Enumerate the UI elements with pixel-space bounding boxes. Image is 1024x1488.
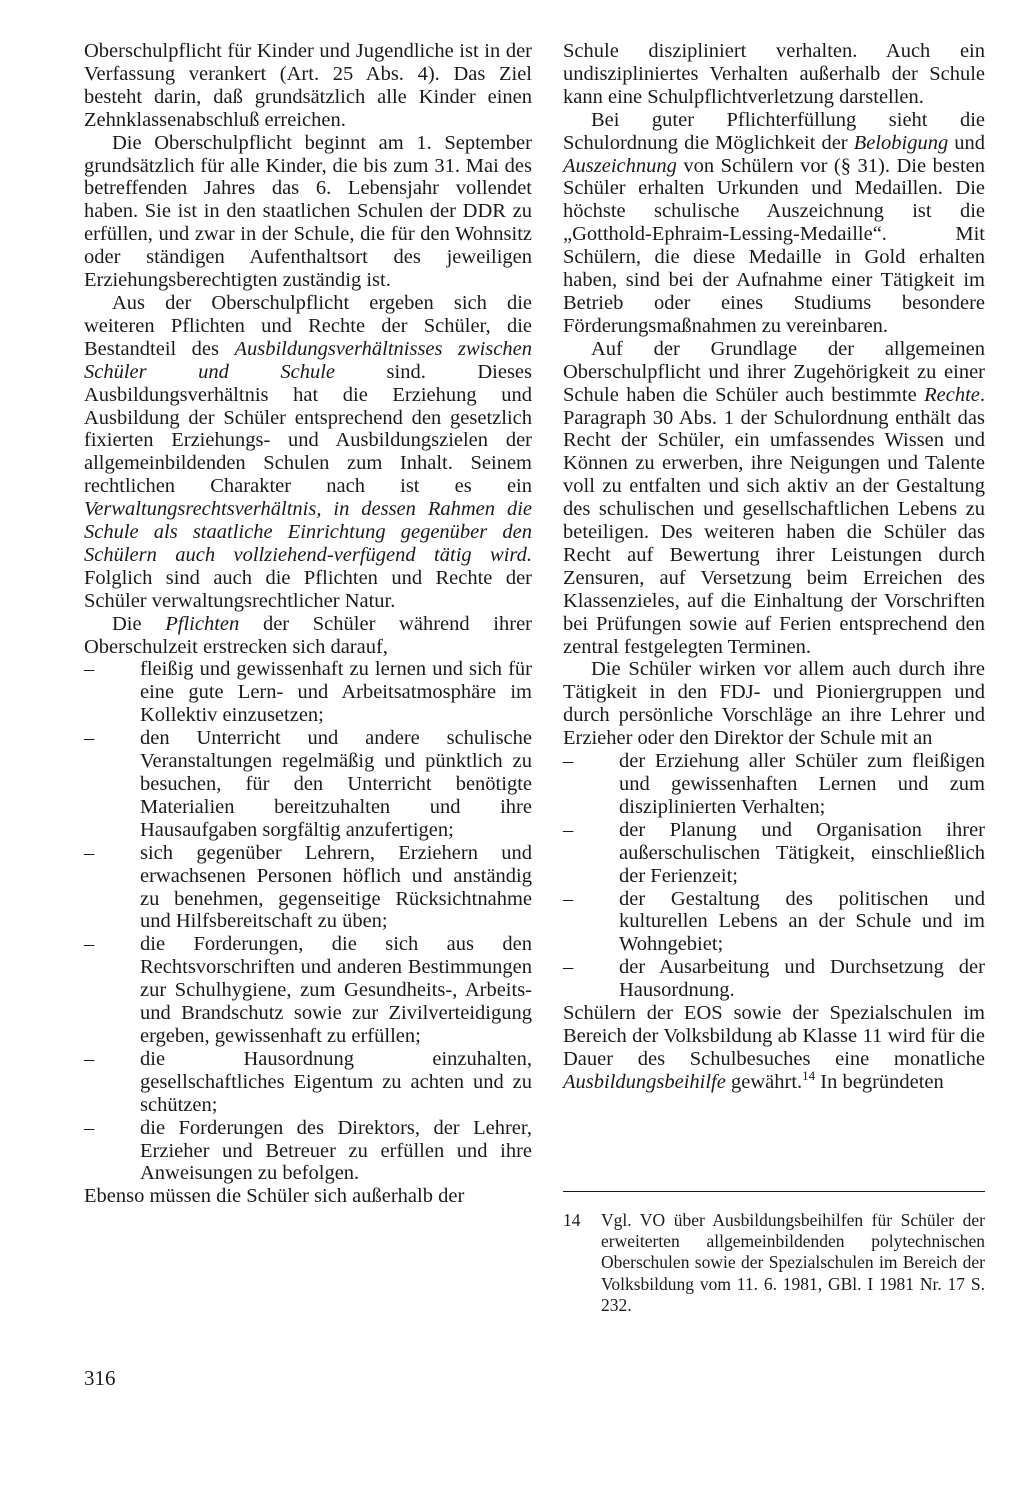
paragraph <box>563 338 985 659</box>
footnote-text: Vgl. VO über Ausbildungsbeihilfen für Schüler der erweiterten allgemeinbildenden polytechnischen Oberschulen sowie der Spezialschulen im Bereich der Volksbildung vom 11. 6. 1981, GBl. I 1981 Nr. 17 S. 232. <box>601 1210 985 1315</box>
footnote-reference: 14 <box>802 1067 816 1083</box>
text-run: Auf der Grundlage der allgemeinen Oberschulpflicht und ihrer Zugehörigkeit zu einer Schule haben die Schüler auch bestimmte <box>563 337 985 406</box>
list-item: – der Erziehung aller Schüler zum fleißigen und gewissenhaften Lernen und zum disziplinierten Verhalten; <box>563 750 985 819</box>
list-item: – der Planung und Organisation ihrer außerschulischen Tätigkeit, einschließlich der Ferienzeit; <box>563 819 985 888</box>
text-run: von Schülern vor (§ 31). Die besten Schüler erhalten Urkunden und Medaillen. Die höchste schulische Auszeichnung ist die „Gotthold-Ephraim-Lessing-Medaille“. Mit Schülern, die diese Medaille in Gold erhalten haben, sind bei der Aufnahme einer Tätigkeit im Betrieb oder eines Studiums besondere Förderungsmaßnahmen zu vereinbaren. <box>563 154 985 337</box>
paragraph: Oberschulpflicht für Kinder und Jugendliche ist in der Verfassung verankert (Art. 25 Abs. 4). Das Ziel besteht darin, daß grundsätzlich alle Kinder einen Zehnklassenabschluß erreichen. <box>84 40 532 131</box>
emphasis: Auszeichnung <box>563 154 677 177</box>
text-run: der Schüler während ihrer Oberschulzeit erstrecken sich darauf, <box>84 612 532 658</box>
text-run: Die <box>112 612 166 635</box>
footnote <box>563 1210 985 1316</box>
footnote-divider <box>563 1191 985 1192</box>
right-column <box>563 40 985 1094</box>
list-item: – der Ausarbeitung und Durchsetzung der Hausordnung. <box>563 956 985 1002</box>
paragraph <box>563 109 985 338</box>
emphasis: Rechte <box>924 383 980 406</box>
paragraph <box>563 1002 985 1094</box>
text-run: und <box>948 131 986 154</box>
list-item: – sich gegenüber Lehrern, Erziehern und erwachsenen Personen höflich und anständig zu benehmen, gegenseitige Rücksichtnahme und Hilfsbereitschaft zu üben; <box>84 842 532 934</box>
left-column <box>84 40 532 1208</box>
list-item: – die Hausordnung einzuhalten, gesellschaftliches Eigentum zu achten und zu schützen; <box>84 1048 532 1117</box>
list-item: – den Unterricht und andere schulische Veranstaltungen regelmäßig und pünktlich zu besuchen, für den Unterricht benötigte Materialien bereitzuhalten und ihre Hausaufgaben sorgfältig anzufertigen; <box>84 727 532 842</box>
emphasis: Verwaltungsrechtsverhältnis, in dessen Rahmen die Schule als staatliche Einrichtung gegenüber den Schülern auch vollziehend-verfügend tätig wird. <box>84 498 532 566</box>
emphasis: Belobigung <box>853 131 949 154</box>
list-item: – fleißig und gewissenhaft zu lernen und sich für eine gute Lern- und Arbeitsatmosphäre im Kollektiv einzusetzen; <box>84 658 532 727</box>
paragraph: Die Schüler wirken vor allem auch durch ihre Tätigkeit in den FDJ- und Pioniergruppen und durch persönliche Vorschläge an ihre Lehrer und Erzieher oder den Direktor der Schule mit an <box>563 658 985 750</box>
duties-list <box>84 658 532 1185</box>
paragraph: Ebenso müssen die Schüler sich außerhalb der <box>84 1185 465 1208</box>
list-item: – die Forderungen des Direktors, der Lehrer, Erzieher und Betreuer zu erfüllen und ihre Anweisungen zu befolgen. <box>84 1117 532 1186</box>
emphasis: Ausbildungsbeihilfe <box>563 1070 726 1093</box>
participation-list <box>563 750 985 1002</box>
text-run: . Paragraph 30 Abs. 1 der Schulordnung enthält das Recht der Schüler, ein umfassendes Wissen und Können zu erwerben, ihre Neigungen und Talente voll zu entfalten und sich aktiv an der Gestaltung des schulischen und gesellschaftlichen Lebens zu beteiligen. Des weiteren haben die Schüler das Recht auf Bewertung ihrer Leistungen durch Zensuren, auf Versetzung beim Erreichen des Klassenzieles, auf die Einhaltung der Vorschriften bei Prüfungen sowie auf Ferien entsprechend den zentral festgelegten Terminen. <box>563 383 985 658</box>
paragraph: Die Oberschulpflicht beginnt am 1. September grundsätzlich für alle Kinder, die bis zum 31. Mai des betreffenden Jahres das 6. Lebensjahr vollendet haben. Sie ist in den staatlichen Schulen der DDR zu erfüllen, und zwar in der Schule, die für den Wohnsitz oder ständigen Aufenthaltsort des jeweiligen Erziehungsberechtigten zuständig ist. <box>84 131 532 292</box>
text-run: Schülern der EOS sowie der Spezialschulen im Bereich der Volksbildung ab Klasse 11 wird für die Dauer des Schulbesuches eine monatliche <box>563 1002 985 1070</box>
list-item: – die Forderungen, die sich aus den Rechtsvorschriften und anderen Bestimmungen zur Schulhygiene, zum Gesundheits-, Arbeits- und Brandschutz sowie zur Zivilverteidigung ergeben, gewissenhaft zu erfüllen; <box>84 933 532 1048</box>
paragraph <box>84 613 532 659</box>
text-run: sind. Dieses Ausbildungsverhältnis hat die Erziehung und Ausbildung der Schüler entsprechend den gesetzlich fixierten Erziehungs- und Ausbildungszielen der allgemeinbildenden Schulen zum Inhalt. Seinem rechtlichen Charakter nach ist es ein <box>84 360 532 498</box>
emphasis: Pflichten <box>165 612 240 635</box>
page-number: 316 <box>84 1366 116 1390</box>
text-run: Aus der Oberschulpflicht ergeben sich die weiteren Pflichten und Rechte der Schüler, die Bestandteil des <box>84 291 532 360</box>
emphasis: Ausbildungsverhältnisses zwischen Schüler und Schule <box>84 337 532 383</box>
text-run: Folglich sind auch die Pflichten und Rechte der Schüler verwaltungsrechtlicher Natur. <box>84 566 532 612</box>
text-run: gewährt. <box>725 1070 803 1093</box>
text-run: Bei guter Pflichterfüllung sieht die Schulordnung die Möglichkeit der <box>563 108 985 154</box>
paragraph: Schule diszipliniert verhalten. Auch ein undiszipliniertes Verhalten außerhalb der Schule kann eine Schulpflichtverletzung darstellen. <box>563 40 985 108</box>
footnote-number: 14 <box>563 1210 581 1230</box>
list-item: – der Gestaltung des politischen und kulturellen Lebens an der Schule und im Wohngebiet; <box>563 888 985 957</box>
paragraph <box>84 292 532 613</box>
text-run: In begründeten <box>815 1070 944 1093</box>
